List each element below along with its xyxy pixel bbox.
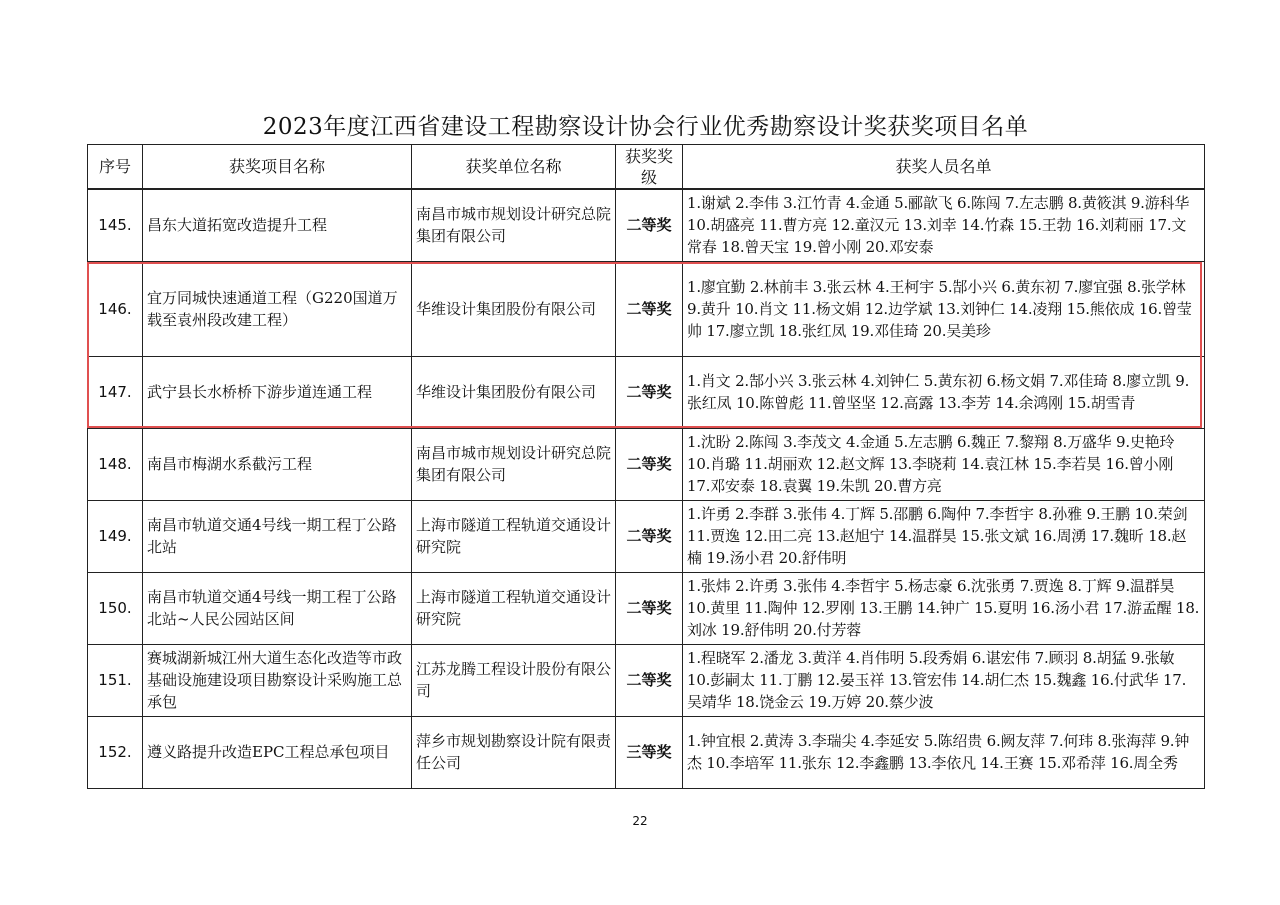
header-unit-name: 获奖单位名称 <box>412 145 616 190</box>
table-row <box>88 572 1205 644</box>
row-unit-name: 华维设计集团股份有限公司 <box>412 356 616 428</box>
row-project-name: 武宁县长水桥桥下游步道连通工程 <box>143 356 412 428</box>
row-project-name: 赛城湖新城江州大道生态化改造等市政基础设施建设项目勘察设计采购施工总承包 <box>143 644 412 716</box>
row-unit-name: 南昌市城市规划设计研究总院集团有限公司 <box>412 428 616 500</box>
table-row <box>88 189 1205 261</box>
row-award-level: 二等奖 <box>616 572 683 644</box>
header-award-level: 获奖奖级 <box>616 145 683 190</box>
row-index: 149. <box>88 500 143 572</box>
header-project-name: 获奖项目名称 <box>143 145 412 190</box>
row-people-list: 1.张炜 2.许勇 3.张伟 4.李哲宇 5.杨志豪 6.沈张勇 7.贾逸 8.丁辉 9.温群昊 10.黄里 11.陶仲 12.罗刚 13.王鹏 14.钟广 15.夏明 16.汤小君 17.游孟醒 18.刘冰 19.舒伟明 20.付芳蓉 <box>683 572 1205 644</box>
row-index: 152. <box>88 716 143 788</box>
table-row <box>88 428 1205 500</box>
row-people-list: 1.沈盼 2.陈闯 3.李茂文 4.金通 5.左志鹏 6.魏正 7.黎翔 8.万盛华 9.史艳玲 10.肖璐 11.胡丽欢 12.赵文辉 13.李晓莉 14.袁江林 15.李若昊 16.曾小刚 17.邓安泰 18.袁翼 19.朱凯 20.曹方亮 <box>683 428 1205 500</box>
row-unit-name: 上海市隧道工程轨道交通设计研究院 <box>412 572 616 644</box>
row-award-level: 二等奖 <box>616 500 683 572</box>
header-people-list: 获奖人员名单 <box>683 145 1205 190</box>
row-award-level: 二等奖 <box>616 261 683 356</box>
page-number: 22 <box>632 814 648 828</box>
row-people-list: 1.谢斌 2.李伟 3.江竹青 4.金通 5.郦歆飞 6.陈闯 7.左志鹏 8.黄筱淇 9.游科华 10.胡盛亮 11.曹方亮 12.童汉元 13.刘幸 14.竹森 15.王勃 16.刘莉丽 17.文常春 18.曾天宝 19.曾小刚 20.邓安泰 <box>683 189 1205 261</box>
row-index: 150. <box>88 572 143 644</box>
table-row <box>88 261 1205 356</box>
row-award-level: 二等奖 <box>616 428 683 500</box>
row-project-name: 宜万同城快速通道工程（G220国道万载至袁州段改建工程） <box>143 261 412 356</box>
row-people-list: 1.程晓军 2.潘龙 3.黄洋 4.肖伟明 5.段秀娟 6.谌宏伟 7.顾羽 8.胡猛 9.张敏 10.彭嗣太 11.丁鹏 12.晏玉祥 13.管宏伟 14.胡仁杰 15.魏鑫 16.付武华 17.吴靖华 18.饶金云 19.万婷 20.蔡少波 <box>683 644 1205 716</box>
row-project-name: 南昌市轨道交通4号线一期工程丁公路北站 <box>143 500 412 572</box>
row-index: 146. <box>88 261 143 356</box>
row-people-list: 1.许勇 2.李群 3.张伟 4.丁辉 5.邵鹏 6.陶仲 7.李哲宇 8.孙雅 9.王鹏 10.荣剑 11.贾逸 12.田二亮 13.赵旭宁 14.温群昊 15.张文斌 16.周湧 17.魏昕 18.赵楠 19.汤小君 20.舒伟明 <box>683 500 1205 572</box>
row-project-name: 遵义路提升改造EPC工程总承包项目 <box>143 716 412 788</box>
row-people-list: 1.肖文 2.郜小兴 3.张云林 4.刘钟仁 5.黄东初 6.杨文娟 7.邓佳琦 8.廖立凯 9.张红凤 10.陈曾彪 11.曾坚坚 12.高露 13.李芳 14.余鸿刚 15.胡雪青 <box>683 356 1205 428</box>
row-unit-name: 南昌市城市规划设计研究总院集团有限公司 <box>412 189 616 261</box>
row-award-level: 二等奖 <box>616 189 683 261</box>
table-row <box>88 716 1205 788</box>
row-award-level: 二等奖 <box>616 644 683 716</box>
row-index: 147. <box>88 356 143 428</box>
table-row <box>88 500 1205 572</box>
row-unit-name: 华维设计集团股份有限公司 <box>412 261 616 356</box>
row-unit-name: 萍乡市规划勘察设计院有限责任公司 <box>412 716 616 788</box>
awards-table <box>87 144 1205 789</box>
table-header-row <box>88 145 1205 190</box>
row-project-name: 南昌市梅湖水系截污工程 <box>143 428 412 500</box>
row-people-list: 1.钟宜根 2.黄涛 3.李瑞尖 4.李延安 5.陈绍贵 6.阙友萍 7.何玮 8.张海萍 9.钟杰 10.李培军 11.张东 12.李鑫鹏 13.李依凡 14.王赛 15.邓希萍 16.周全秀 <box>683 716 1205 788</box>
row-index: 148. <box>88 428 143 500</box>
header-index: 序号 <box>88 145 143 190</box>
table-row <box>88 644 1205 716</box>
row-index: 151. <box>88 644 143 716</box>
document-title: 2023年度江西省建设工程勘察设计协会行业优秀勘察设计奖获奖项目名单 <box>262 114 1029 140</box>
row-award-level: 三等奖 <box>616 716 683 788</box>
row-project-name: 昌东大道拓宽改造提升工程 <box>143 189 412 261</box>
row-project-name: 南昌市轨道交通4号线一期工程丁公路北站~人民公园站区间 <box>143 572 412 644</box>
row-index: 145. <box>88 189 143 261</box>
row-people-list: 1.廖宜勤 2.林前丰 3.张云林 4.王柯宇 5.郜小兴 6.黄东初 7.廖宜强 8.张学林 9.黄升 10.肖文 11.杨文娟 12.边学斌 13.刘钟仁 14.凌翔 15.熊依成 16.曾莹帅 17.廖立凯 18.张红凤 19.邓佳琦 20.吴美珍 <box>683 261 1205 356</box>
table-row <box>88 356 1205 428</box>
row-unit-name: 上海市隧道工程轨道交通设计研究院 <box>412 500 616 572</box>
row-award-level: 二等奖 <box>616 356 683 428</box>
row-unit-name: 江苏龙腾工程设计股份有限公司 <box>412 644 616 716</box>
